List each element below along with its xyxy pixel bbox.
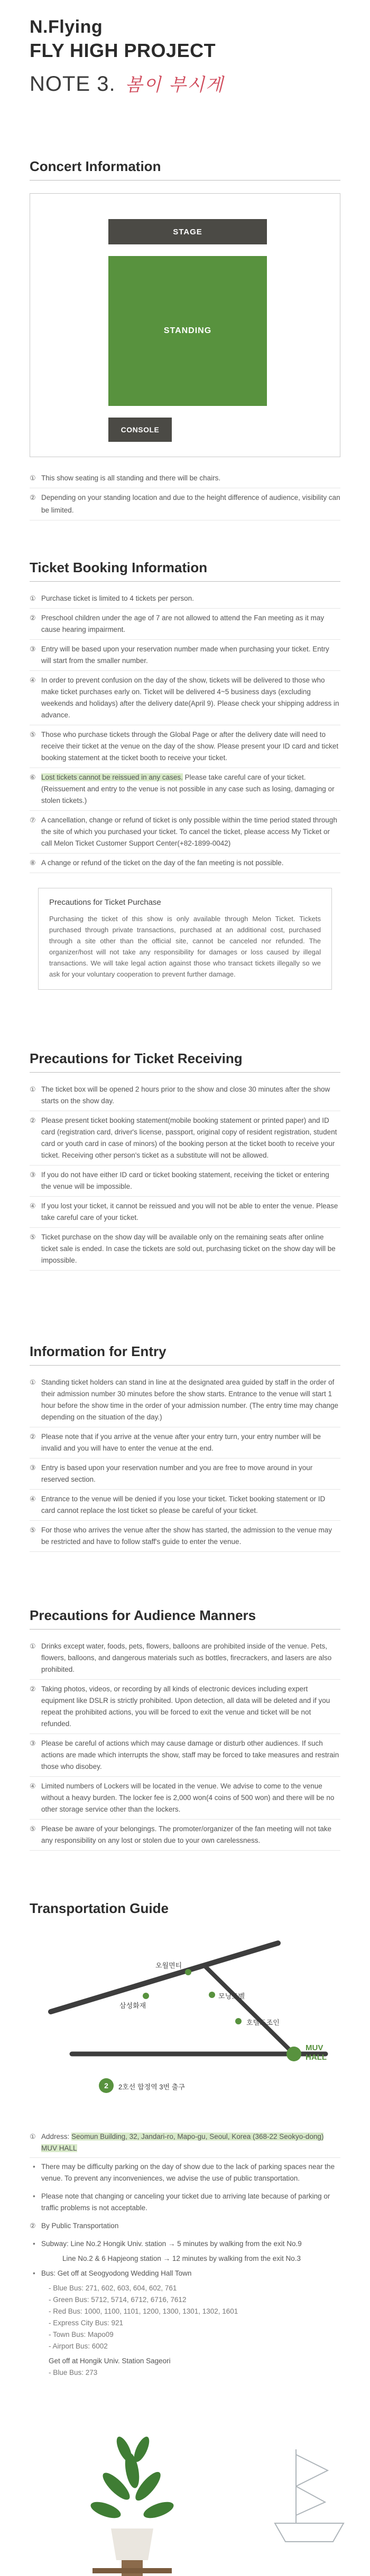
manners-item: ⑤ Please be aware of your belongings. The promoter/organizer of the fan meeting will not take any responsibility on any lost or stolen due to your own carelessness. [30, 1820, 340, 1851]
map-label-b: 삼성화재 [119, 2002, 146, 2010]
booking-item: ⑤ Those who purchase tickets through the Global Page or after the delivery date will need to receive their ticket at the venue on the day of the show. Please present your ID card and ticket booking statement at the ticket booth to receive your ticket. [30, 725, 340, 768]
entry-section [0, 1343, 370, 1552]
receiving-title: Precautions for Ticket Receiving [30, 1050, 340, 1073]
bus-line: - Red Bus: 1000, 1100, 1101, 1200, 1300, 1301, 1302, 1601 [49, 2307, 238, 2315]
receiving-item: ⑤ Ticket purchase on the show day will be available only on the remaining seats after online ticket sale is ended. In case the tickets are sold out, purchasing ticket on the show day will be impossible. [30, 1228, 340, 1271]
landmark-dot [235, 2018, 242, 2024]
manners-item: ④ Limited numbers of Lockers will be located in the venue. We advise to come to the venue without a heavy burden. The locker fee is 2,000 won(4 coins of 500 won) and there will be no other storage service other than the lockers. [30, 1777, 340, 1820]
note-subtitle: 봄이 부시게 [125, 74, 224, 96]
booking-item: ⑥ Lost tickets cannot be reissued in any cases. Please take careful care of your ticket. (Reissuement and entry to the venue is not possible in any case such as losing, damaging or stolen tickets.) [30, 768, 340, 811]
entry-title: Information for Entry [30, 1343, 340, 1366]
purchase-caution-box [38, 888, 332, 990]
public-transport: ② By Public Transportation [30, 2222, 119, 2230]
bus-info: • Bus: Get off at Seogyodong Wedding Hall Town [30, 2265, 340, 2283]
manners-item: ① Drinks except water, foods, pets, flowers, balloons are prohibited inside of the venue. Pets, flowers, balloons, and dangerous materials such as bottles, firecrackers, and lasers are also prohibited. [30, 1637, 340, 1680]
concert-title: Concert Information [30, 158, 340, 181]
receiving-item: ① The ticket box will be opened 2 hours prior to the show and close 30 minutes after the show starts on the show day. [30, 1080, 340, 1111]
stage-block: STAGE [108, 219, 267, 244]
bus2-info: Get off at Hongik Univ. Station Sageori [49, 2357, 171, 2365]
address-item: ① Address: Seomun Building, 32, Jandari-ro, Mapo-gu, Seoul, Korea (368-22 Seokyo-dong) MUV HALL [30, 2128, 340, 2158]
transport-bullet: • Please note that changing or canceling your ticket due to arriving late because of parking or traffic problems is not acceptable. [30, 2187, 340, 2217]
booking-item: ⑧ A change or refund of the ticket on the day of the fan meeting is not possible. [30, 854, 340, 873]
entry-item: ⑤ For those who arrives the venue after the show has started, the admission to the venue may be restricted and have to follow staff's guide to enter the venue. [30, 1521, 340, 1552]
project-title: FLY HIGH PROJECT [30, 40, 216, 61]
receiving-item: ④ If you lost your ticket, it cannot be reissued and you will not be able to enter the venue. Please take careful care of your ticket. [30, 1197, 340, 1228]
bus-line: - Airport Bus: 6002 [49, 2342, 108, 2350]
header [0, 0, 370, 96]
booking-item: ① Purchase ticket is limited to 4 tickets per person. [30, 589, 340, 609]
landmark-dot [209, 1992, 215, 1998]
caution-title: Precautions for Ticket Purchase [49, 898, 161, 907]
transport-section [0, 1900, 370, 2379]
manners-item: ③ Please be careful of actions which may cause damage or disturb other audiences. If such actions are made which interrupts the show, staff may be forced to take measures and restrain those who disobey. [30, 1734, 340, 1777]
plant-illustration [0, 2407, 370, 2576]
transport-title: Transportation Guide [30, 1900, 169, 1916]
brand-title: N.Flying [30, 17, 103, 37]
venue-marker [286, 2047, 301, 2061]
seating-map [30, 193, 340, 457]
entry-item: ① Standing ticket holders can stand in line at the designated area guided by staff in the order of their admission number 30 minutes before the show starts. Entrance to the venue will start 1 hour before the show time in the order of your admission number. (The entry time may change depending on the situation of the day.) [30, 1373, 340, 1427]
footer-decoration [0, 2407, 370, 2576]
note-row [30, 70, 340, 96]
location-map [30, 1933, 340, 2133]
booking-item: ④ In order to prevent confusion on the day of the show, tickets will be delivered to those who make ticket purchases early on. Ticket will be delivered 4~5 business days (excluding weekends and holidays) after the delivery date(April 9). Please check your shipping address in advance. [30, 671, 340, 725]
subway-info: • Subway: Line No.2 Hongik Univ. station → 5 minutes by walking from the exit No.9 [30, 2235, 340, 2253]
bus-line: - Express City Bus: 921 [49, 2319, 124, 2327]
map-label-c: 모닝조벨 [218, 1992, 245, 2000]
transport-bullet: • There may be difficulty parking on the day of show due to the lack of parking spaces near the venue. To prevent any inconveniences, we advise the use of public transportation. [30, 2158, 340, 2187]
receiving-item: ③ If you do not have either ID card or ticket booking statement, receiving the ticket or entering the venue will be impossible. [30, 1166, 340, 1197]
booking-section [0, 560, 370, 990]
booking-item: ⑦ A cancellation, change or refund of ticket is only possible within the time period stated through the site of which you purchased your ticket. To cancel the ticket, please access My Ticket or call Melon Ticket Customer Support Center(+82-1899-0042) [30, 811, 340, 854]
manners-title: Precautions for Audience Manners [30, 1607, 340, 1630]
manners-section [0, 1607, 370, 1851]
standing-area: STANDING [108, 256, 267, 406]
transport-details [30, 2128, 340, 2379]
booking-item: ② Preschool children under the age of 7 are not allowed to attend the Fan meeting as it may cause hearing impairment. [30, 609, 340, 640]
manners-item: ② Taking photos, videos, or recording by all kinds of electronic devices including expert equipment like DSLR is strictly prohibited. Upon detection, all data will be deleted and if you repeat the prohibited actions, you will be forced to exit the venue and ticket will be not refunded. [30, 1680, 340, 1734]
concert-section [0, 158, 370, 520]
note-label: NOTE 3. [30, 72, 116, 96]
exit-caption: 2호선 합정역 3번 출구 [118, 2083, 185, 2091]
receiving-section [0, 1050, 370, 1271]
booking-list [30, 589, 340, 873]
concert-note: ① This show seating is all standing and there will be chairs. [30, 469, 340, 488]
bus-line: - Blue Bus: 273 [49, 2369, 98, 2376]
caution-body: Purchasing the ticket of this show is only available through Melon Ticket. Tickets purchased through private transactions, purchased at an additional cost, purchased through a site other than the official site, cannot be canceled nor refunded. The organizer/host will not take any responsibility for damages or loss caused by illegal transactions. We will take legal action against those who transact tickets illegally so we ask for your voluntary cooperation to prevent further damage. [49, 915, 321, 978]
booking-item: ③ Entry will be based upon your reservation number made when purchasing your ticket. Entry will start from the smaller number. [30, 640, 340, 671]
bus-line: - Green Bus: 5712, 5714, 6712, 6716, 7612 [49, 2296, 187, 2304]
map-label-d: 호텔드조인 [246, 2019, 280, 2026]
venue-label: MUV HALL [306, 2043, 327, 2062]
map-svg [30, 1933, 340, 2133]
concert-note: ② Depending on your standing location and due to the height difference of audience, visibility can be limited. [30, 488, 340, 520]
entry-item: ④ Entrance to the venue will be denied if you lose your ticket. Ticket booking statement or ID card cannot replace the lost ticket so please be careful of your ticket. [30, 1490, 340, 1521]
console-block: CONSOLE [108, 418, 172, 442]
landmark-dot [143, 1993, 149, 1999]
entry-list [30, 1373, 340, 1552]
receiving-list [30, 1080, 340, 1271]
entry-item: ③ Entry is based upon your reservation number and you are free to move around in your reserved section. [30, 1459, 340, 1490]
concert-notes [30, 469, 340, 520]
map-label-a: 오월면티 [155, 1962, 182, 1969]
exit-number: 2 [104, 2081, 108, 2090]
subway-line2: Line No.2 & 6 Hapjeong station → 12 minutes by walking from the exit No.3 [62, 2255, 301, 2262]
receiving-item: ② Please present ticket booking statement(mobile booking statement or printed paper) and ID card (registration card, driver's license, passport, original copy of resident registration, student card or youth card in case of minors) of the booking person at the ticket booth to receive your ticket. Receiving other person's ticket as a substitute will not be allowed. [30, 1111, 340, 1166]
bus-line: - Blue Bus: 271, 602, 603, 604, 602, 761 [49, 2284, 177, 2292]
booking-title: Ticket Booking Information [30, 560, 340, 582]
entry-item: ② Please note that if you arrive at the venue after your entry turn, your entry number will be invalid and you will have to enter the venue at the end. [30, 1427, 340, 1459]
landmark-dot [185, 1969, 191, 1975]
manners-list [30, 1637, 340, 1851]
bus-line: - Town Bus: Mapo09 [49, 2331, 114, 2338]
